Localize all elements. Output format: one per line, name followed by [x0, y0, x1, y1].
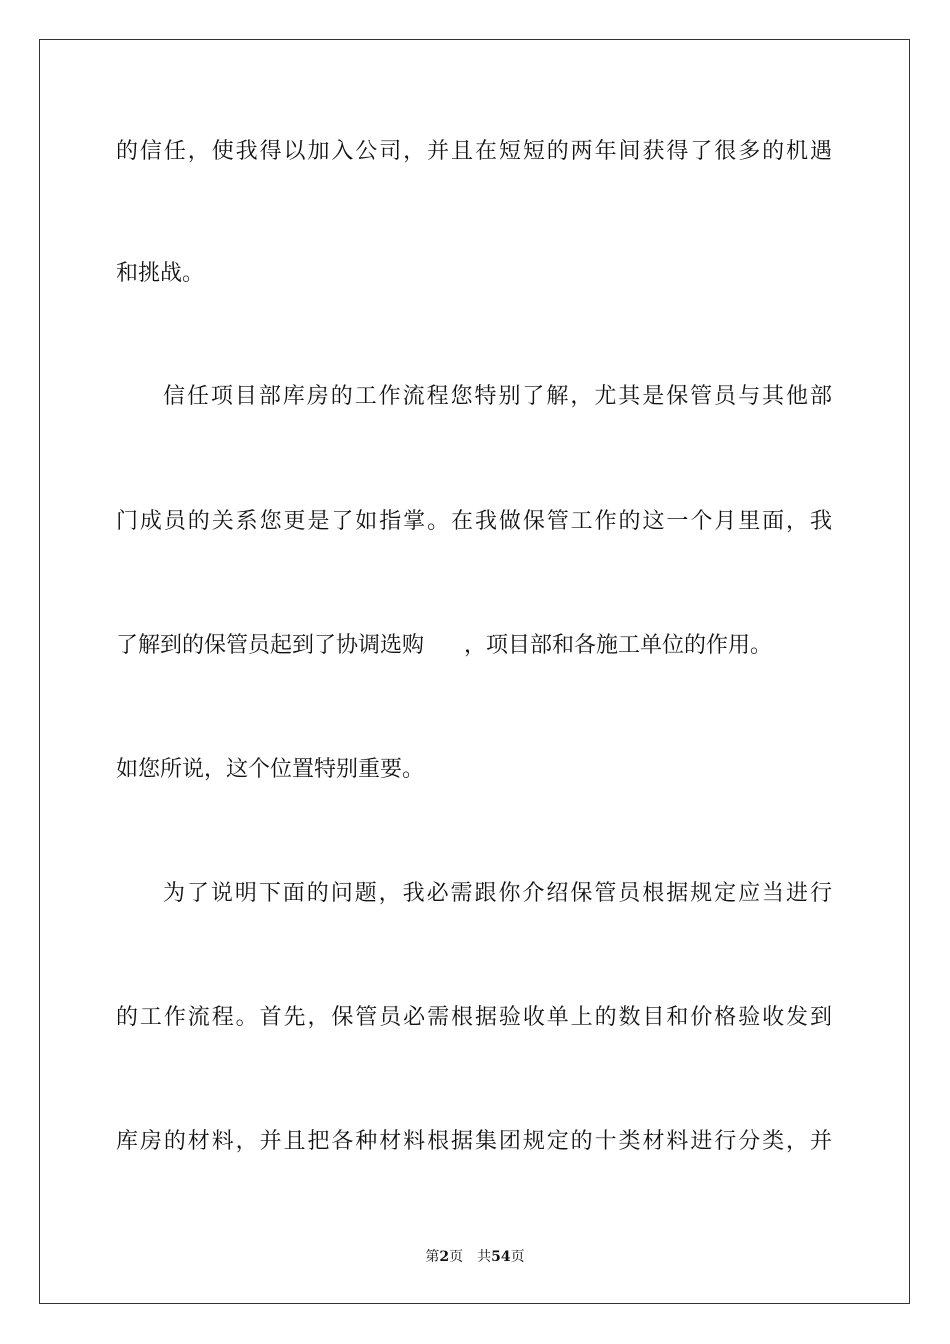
body-line-5-part-2: ，项目部和各施工单位的作用。	[464, 633, 773, 658]
footer-page-suffix: 页	[449, 1249, 464, 1265]
footer-page-number: 2	[439, 1249, 450, 1265]
body-line-1: 的信任，使我得以加入公司，并且在短短的两年间获得了很多的机遇	[116, 139, 832, 164]
body-line-4: 门成员的关系您更是了如指掌。在我做保管工作的这一个月里面，我	[116, 509, 832, 534]
body-line-2: 和挑战。	[116, 261, 205, 286]
footer-total-prefix: 共	[477, 1249, 492, 1265]
footer-total-suffix: 页	[510, 1249, 525, 1265]
body-line-8: 的工作流程。首先，保管员必需根据验收单上的数目和价格验收发到	[116, 1005, 832, 1030]
body-line-5	[116, 631, 832, 661]
page-footer	[0, 1248, 950, 1266]
footer-total-pages: 54	[491, 1249, 511, 1265]
body-line-6: 如您所说，这个位置特别重要。	[116, 757, 425, 782]
page-frame	[39, 39, 910, 1304]
body-line-3: 信任项目部库房的工作流程您特别了解，尤其是保管员与其他部	[163, 384, 832, 409]
body-line-9: 库房的材料，并且把各种材料根据集团规定的十类材料进行分类，并	[116, 1129, 832, 1154]
body-line-7: 为了说明下面的问题，我必需跟你介绍保管员根据规定应当进行	[163, 881, 832, 906]
footer-page-prefix: 第	[425, 1249, 440, 1265]
body-line-5-part-1: 了解到的保管员起到了协调选购	[116, 633, 425, 658]
